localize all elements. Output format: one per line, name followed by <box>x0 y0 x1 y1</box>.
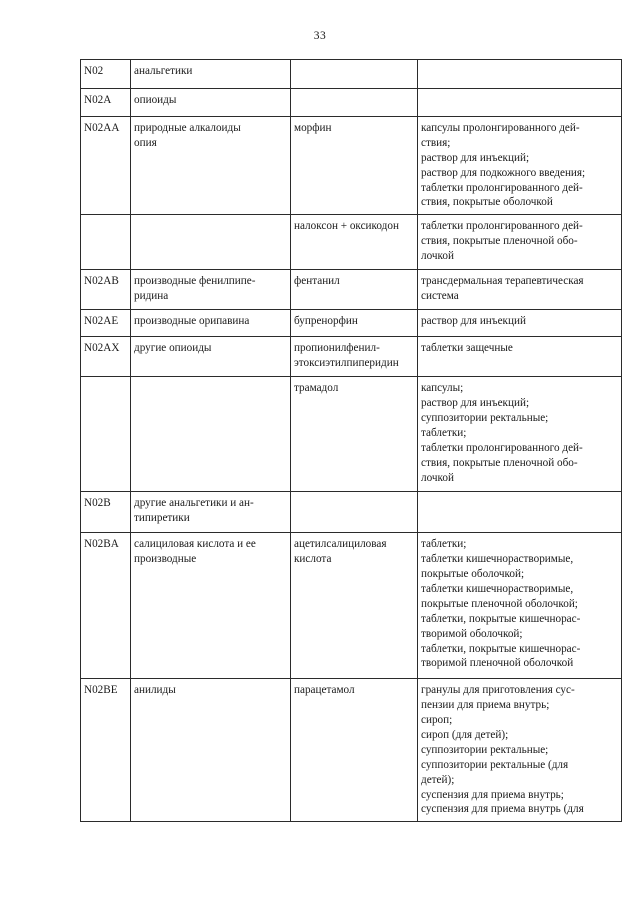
group-name-cell: салициловая кислота и ее производные <box>131 533 291 679</box>
group-name-cell: анилиды <box>131 679 291 822</box>
atc-code-cell: N02A <box>81 89 131 117</box>
dosage-form-cell: капсулы; раствор для инъекций; суппозитории ректальные; таблетки; таблетки пролонгированного дей- ствия, покрытые пленочной обо- лочкой <box>418 377 622 492</box>
table-row <box>81 89 622 117</box>
table-row <box>81 533 622 679</box>
page-number: 33 <box>313 30 327 42</box>
atc-code-cell: N02AE <box>81 310 131 337</box>
drug-name-cell: пропионилфенил- этоксиэтилпиперидин <box>291 337 418 377</box>
dosage-form-cell: таблетки пролонгированного дей- ствия, покрытые пленочной обо- лочкой <box>418 215 622 270</box>
drug-name-cell: налоксон + оксикодон <box>291 215 418 270</box>
group-name-cell: анальгетики <box>131 60 291 89</box>
atc-code-cell: N02AX <box>81 337 131 377</box>
atc-code-cell <box>81 377 131 492</box>
group-name-cell: производные орипавина <box>131 310 291 337</box>
dosage-form-cell <box>418 492 622 533</box>
dosage-form-cell: капсулы пролонгированного дей- ствия; раствор для инъекций; раствор для подкожного введения; таблетки пролонгированного дей- ствия, покрытые оболочкой <box>418 117 622 215</box>
table-row <box>81 60 622 89</box>
drug-name-cell <box>291 89 418 117</box>
dosage-form-cell: раствор для инъекций <box>418 310 622 337</box>
drug-name-cell: бупренорфин <box>291 310 418 337</box>
table-row <box>81 679 622 822</box>
drug-name-cell: морфин <box>291 117 418 215</box>
table-row <box>81 337 622 377</box>
group-name-cell: другие анальгетики и ан- типиретики <box>131 492 291 533</box>
table-row <box>81 215 622 270</box>
dosage-form-cell: таблетки защечные <box>418 337 622 377</box>
group-name-cell <box>131 215 291 270</box>
group-name-cell: производные фенилпипе- ридина <box>131 270 291 310</box>
table-row <box>81 310 622 337</box>
group-name-cell: опиоиды <box>131 89 291 117</box>
dosage-form-cell: трансдермальная терапевтическая система <box>418 270 622 310</box>
atc-code-cell: N02AA <box>81 117 131 215</box>
table-row <box>81 492 622 533</box>
atc-code-cell <box>81 215 131 270</box>
drug-name-cell <box>291 492 418 533</box>
dosage-form-cell: гранулы для приготовления сус- пензии для приема внутрь; сироп; сироп (для детей); суппозитории ректальные; суппозитории ректальные (для детей); суспензия для приема внутрь; суспензия для приема внутрь (для <box>418 679 622 822</box>
group-name-cell <box>131 377 291 492</box>
table-row <box>81 117 622 215</box>
dosage-form-cell: таблетки; таблетки кишечнорастворимые, покрытые оболочкой; таблетки кишечнорастворимые, покрытые пленочной оболочкой; таблетки, покрытые кишечнорас- творимой оболочкой; таблетки, покрытые кишечнорас- творимой пленочной оболочкой <box>418 533 622 679</box>
drug-name-cell <box>291 60 418 89</box>
table-row <box>81 377 622 492</box>
group-name-cell: другие опиоиды <box>131 337 291 377</box>
table-row <box>81 270 622 310</box>
group-name-cell: природные алкалоиды опия <box>131 117 291 215</box>
dosage-form-cell <box>418 60 622 89</box>
medicine-classification-table <box>80 59 622 822</box>
drug-name-cell: парацетамол <box>291 679 418 822</box>
atc-code-cell: N02AB <box>81 270 131 310</box>
atc-code-cell: N02 <box>81 60 131 89</box>
drug-name-cell: фентанил <box>291 270 418 310</box>
dosage-form-cell <box>418 89 622 117</box>
atc-code-cell: N02B <box>81 492 131 533</box>
atc-code-cell: N02BA <box>81 533 131 679</box>
drug-name-cell: ацетилсалициловая кислота <box>291 533 418 679</box>
drug-name-cell: трамадол <box>291 377 418 492</box>
atc-code-cell: N02BE <box>81 679 131 822</box>
